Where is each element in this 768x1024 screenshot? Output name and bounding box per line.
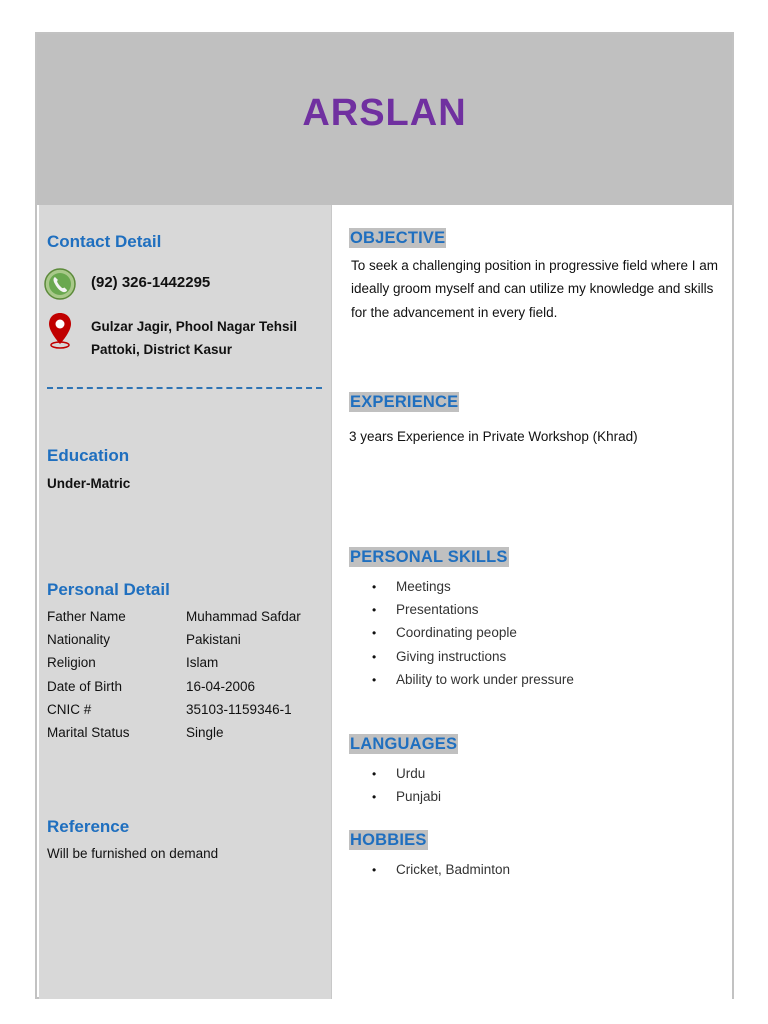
section-divider [47, 387, 322, 389]
bullet-icon: • [372, 626, 377, 641]
personal-label: Marital Status [47, 724, 130, 740]
objective-heading: OBJECTIVE [350, 229, 446, 247]
personal-label: Father Name [47, 609, 126, 624]
phone-number: (92) 326-1442295 [91, 274, 211, 291]
languages-heading: LANGUAGES [350, 735, 458, 753]
map-pin-icon [43, 311, 77, 351]
list-item [372, 861, 510, 884]
skill-text: Coordinating people [396, 625, 517, 641]
personal-detail-heading: Personal Detail [47, 580, 170, 599]
personal-row-marital [47, 724, 301, 747]
bullet-icon: • [372, 767, 377, 781]
list-item [372, 648, 574, 671]
hobby-text: Cricket, Badminton [396, 862, 511, 877]
candidate-name: ARSLAN [302, 92, 467, 134]
list-item [372, 578, 574, 601]
experience-text: 3 years Experience in Private Workshop (Khrad) [349, 429, 638, 444]
list-item [372, 671, 574, 694]
address-line-2: Pattoki, District Kasur [91, 342, 233, 357]
language-text: Urdu [396, 766, 426, 781]
list-item [372, 765, 441, 788]
reference-value: Will be furnished on demand [47, 846, 219, 861]
right-column [331, 205, 732, 999]
languages-list [372, 765, 441, 811]
personal-value: 35103-1159346-1 [186, 701, 292, 717]
list-item [372, 624, 574, 647]
personal-value: Single [186, 724, 224, 740]
experience-heading: EXPERIENCE [350, 393, 459, 411]
personal-label: Date of Birth [47, 678, 123, 694]
personal-row-nationality [47, 631, 301, 654]
personal-label: Religion [47, 655, 96, 671]
personal-value: Pakistani [186, 632, 241, 648]
left-column [39, 205, 331, 999]
personal-label: CNIC # [47, 701, 92, 717]
hobbies-heading: HOBBIES [350, 831, 427, 849]
bullet-icon: • [372, 580, 377, 594]
phone-row [43, 267, 210, 301]
bullet-icon: • [372, 863, 377, 877]
resume-header [37, 34, 732, 205]
personal-row-religion [47, 654, 301, 677]
objective-text: To seek a challenging position in progressive field where I am ideally groom myself and can utilize my knowledge and skills for the advancement in every field. [351, 258, 718, 320]
skill-text: Ability to work under pressure [396, 671, 574, 687]
bullet-icon: • [372, 790, 377, 805]
bullet-icon: • [372, 649, 377, 664]
education-heading: Education [47, 446, 130, 465]
list-item [372, 601, 574, 624]
skill-text: Presentations [396, 602, 479, 618]
personal-row-cnic [47, 701, 301, 724]
personal-value: 16-04-2006 [186, 678, 256, 694]
personal-detail-table [47, 608, 301, 747]
address-line-1: Gulzar Jagir, Phool Nagar Tehsil [91, 319, 298, 334]
skill-text: Giving instructions [396, 648, 507, 664]
skills-list [372, 578, 574, 694]
education-value: Under-Matric [47, 476, 131, 491]
personal-row-dob [47, 678, 301, 701]
personal-value: Islam [186, 655, 219, 671]
personal-value: Muhammad Safdar [186, 609, 301, 624]
contact-detail-heading: Contact Detail [47, 232, 162, 251]
reference-heading: Reference [47, 817, 130, 836]
personal-row-father [47, 608, 301, 631]
list-item [372, 788, 441, 811]
bullet-icon: • [372, 672, 377, 687]
phone-icon [43, 267, 77, 301]
personal-label: Nationality [47, 632, 111, 648]
personal-skills-heading: PERSONAL SKILLS [350, 548, 508, 566]
bullet-icon: • [372, 603, 377, 618]
hobbies-list [372, 861, 510, 884]
language-text: Punjabi [396, 789, 442, 805]
address-row [43, 311, 297, 361]
skill-text: Meetings [396, 579, 451, 594]
address [91, 315, 297, 361]
resume-page [35, 32, 734, 999]
